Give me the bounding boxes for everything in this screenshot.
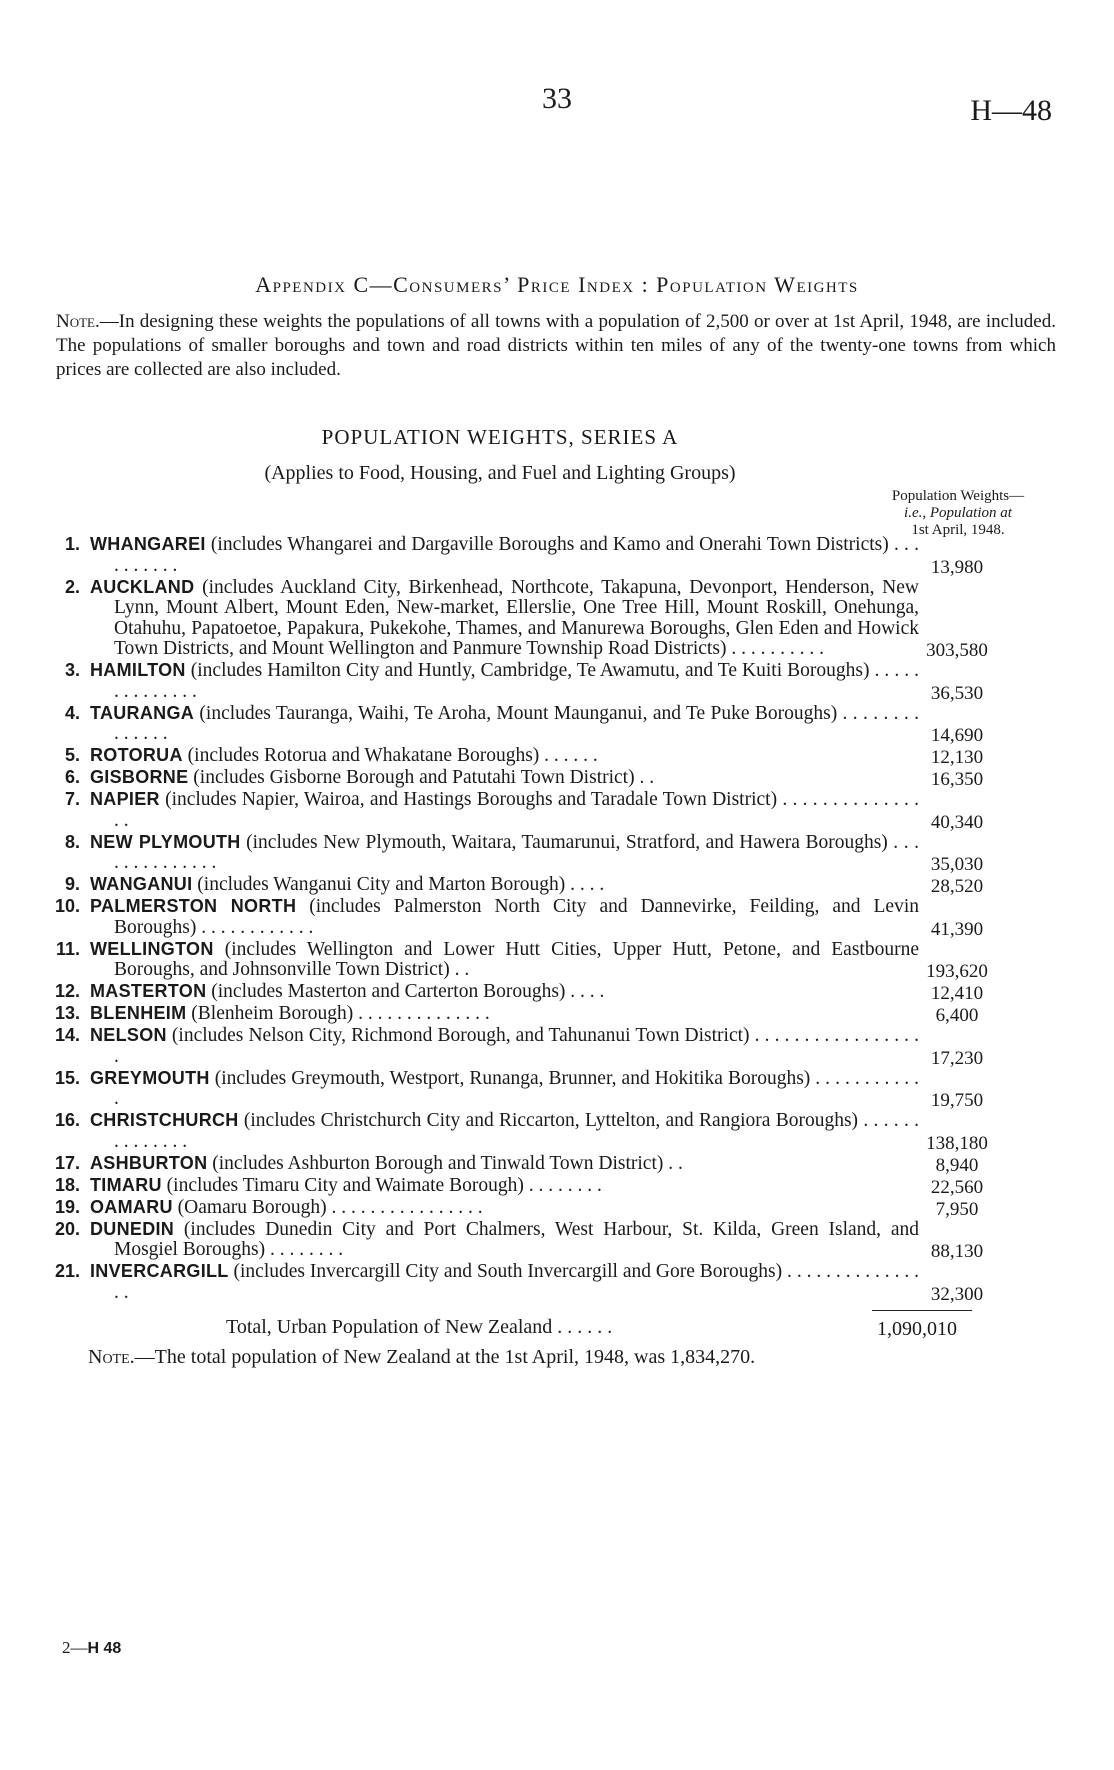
entry-description: [90, 874, 919, 896]
entry-town: ROTORUA: [90, 745, 183, 765]
intro-note: [56, 310, 1056, 382]
note2-text: .—The total population of New Zealand at the 1st April, 1948, was 1,834,270.: [129, 1346, 756, 1368]
document-reference: H—48: [970, 94, 1052, 127]
entry-dots: . . . . . . . . . . . . . .: [353, 1003, 490, 1024]
entry-number: 10.: [54, 896, 80, 916]
entry-description: [90, 832, 919, 874]
entry-town: PALMERSTON NORTH: [90, 896, 297, 916]
entry-row: [40, 1003, 1080, 1025]
entry-value: 32,300: [930, 1283, 984, 1305]
entry-row: [40, 1068, 1080, 1110]
entry-number: 16.: [54, 1110, 80, 1130]
entry-dots: . . . .: [565, 981, 605, 1002]
entry-detail: (includes Greymouth, Westport, Runanga, Brunner, and Hokitika Boroughs): [214, 1067, 811, 1089]
entry-row: [40, 981, 1080, 1003]
entry-detail: (includes Wanganui City and Marton Borough): [197, 874, 566, 895]
entry-description: [90, 660, 919, 702]
entry-detail: (includes Christchurch City and Riccarton, Lyttelton, and Rangiora Boroughs): [243, 1110, 859, 1131]
entry-number: 19.: [54, 1196, 80, 1217]
entry-value: 16,350: [930, 769, 984, 790]
entry-detail: (includes Auckland City, Birkenhead, Northcote, Takapuna, Devonport, Henderson, New Lynn, Mount Albert, Mount Eden, New-market, Ellerslie, One Tree Hill, Mount Roskill, Onehunga, Otahuhu, Papatoetoe, Papakura, Pukekohe, Thames, and Manurewa Boroughs, Glen Eden and Howick Town Districts, and Mount Wellington and Panmure Township Road Districts): [114, 576, 920, 659]
entry-value: 36,530: [930, 682, 984, 704]
entry-town: GISBORNE: [90, 767, 189, 787]
entry-row: [40, 874, 1080, 896]
entry-dots: . . . . . . . . . .: [114, 534, 920, 576]
total-dots: . . . . . .: [552, 1316, 613, 1338]
entry-row: [40, 1110, 1080, 1152]
entry-description: [90, 1068, 919, 1110]
entry-description: [90, 1025, 919, 1067]
entry-description: [90, 534, 919, 576]
entry-detail: (includes Whangarei and Dargaville Boroughs and Kamo and Onerahi Town Districts): [210, 534, 889, 555]
entry-detail: (includes Timaru City and Waimate Borough): [166, 1174, 524, 1196]
total-rule: [872, 1310, 972, 1311]
entry-dots: . . . . . . . . . .: [726, 638, 824, 659]
entry-town: OAMARU: [90, 1196, 173, 1217]
entry-detail: (includes Rotorua and Whakatane Boroughs): [187, 745, 540, 766]
entry-detail: (includes Gisborne Borough and Patutahi Town District): [193, 767, 635, 788]
entry-value: 41,390: [930, 918, 984, 940]
entry-dots: . .: [449, 959, 470, 980]
note-text: .—In designing these weights the populations of all towns with a population of 2,500 or over at 1st April, 1948, are included. The populations of smaller boroughs and town and road districts within ten miles of any of the twenty-one towns from which prices are collected are also included.: [56, 311, 1056, 380]
entry-number: 21.: [54, 1261, 80, 1281]
entry-dots: . . . . . . . . . . . . . . . .: [114, 789, 920, 831]
entry-description: [90, 577, 919, 660]
entry-town: NAPIER: [90, 789, 160, 809]
entry-town: HAMILTON: [90, 660, 186, 680]
entry-description: [90, 1153, 919, 1175]
entry-value: 8,940: [935, 1154, 979, 1176]
entry-town: TAURANGA: [90, 702, 195, 723]
entry-row: [40, 1197, 1080, 1219]
entry-dots: . . . . . .: [539, 745, 598, 766]
entry-dots: . .: [634, 767, 655, 788]
entry-detail: (Oamaru Borough): [177, 1196, 327, 1218]
entry-description: [90, 789, 919, 831]
entry-value: 22,560: [930, 1176, 984, 1198]
entry-row: [40, 1261, 1080, 1303]
entry-number: 1.: [64, 534, 80, 554]
entry-town: WELLINGTON: [90, 938, 214, 959]
column-header: [868, 488, 1048, 539]
total-label-text: Total, Urban Population of New Zealand: [226, 1316, 553, 1338]
entry-row: [40, 896, 1080, 938]
entry-dots: . . . . . . . . . . . .: [114, 1067, 920, 1109]
entry-row: [40, 577, 1080, 660]
entry-town: AUCKLAND: [90, 576, 195, 597]
entry-value: 35,030: [930, 854, 984, 875]
entry-number: 20.: [54, 1218, 80, 1239]
entry-number: 9.: [64, 874, 80, 894]
entry-description: [90, 896, 919, 938]
entry-detail: (includes Hamilton City and Huntly, Cambridge, Te Awamutu, and Te Kuiti Boroughs): [190, 660, 870, 681]
footer-prefix: 2—: [62, 1638, 88, 1657]
entry-detail: (includes Tauranga, Waihi, Te Aroha, Mount Maunganui, and Te Puke Boroughs): [199, 702, 838, 724]
entry-dots: . . . . . . . . . . . . . .: [114, 1110, 920, 1152]
entry-value: 303,580: [926, 640, 988, 661]
entry-number: 12.: [54, 981, 80, 1001]
page-footer: [62, 1638, 121, 1658]
entry-town: TIMARU: [90, 1174, 162, 1195]
entry-town: WHANGAREI: [90, 534, 206, 554]
entry-detail: (includes Ashburton Borough and Tinwald Town District): [212, 1152, 664, 1174]
entry-value: 7,950: [935, 1198, 979, 1220]
entry-value: 6,400: [935, 1005, 979, 1026]
entry-number: 14.: [54, 1025, 80, 1045]
page-number: 33: [542, 82, 572, 115]
entry-dots: . . . . . . . . . . . . . . . .: [114, 1261, 920, 1303]
footer-ref: H 48: [87, 1640, 122, 1657]
entry-detail: (includes Wellington and Lower Hutt Cities, Upper Hutt, Petone, and Eastbourne Boroughs, and Johnsonville Town District): [114, 938, 919, 980]
entry-number: 4.: [64, 702, 80, 723]
entry-number: 5.: [64, 745, 80, 765]
entry-detail: (includes Napier, Wairoa, and Hastings Boroughs and Taradale Town District): [165, 789, 778, 810]
entry-detail: (includes Palmerston North City and Dannevirke, Feilding, and Levin Boroughs): [114, 896, 919, 938]
entry-row: [40, 789, 1080, 831]
entry-number: 15.: [54, 1067, 80, 1088]
entry-value: 17,230: [930, 1047, 984, 1069]
entry-value: 14,690: [930, 725, 984, 746]
entry-value: 12,130: [930, 747, 984, 768]
entry-value: 28,520: [930, 876, 984, 897]
entry-town: MASTERTON: [90, 981, 207, 1001]
entry-number: 18.: [54, 1174, 80, 1195]
series-subtitle: (Applies to Food, Housing, and Fuel and Lighting Groups): [264, 462, 736, 484]
entry-dots: . .: [663, 1152, 683, 1174]
entry-dots: . . . . . . . . . . . . . . . .: [326, 1196, 483, 1218]
entry-description: [90, 703, 919, 745]
entry-value: 138,180: [926, 1132, 988, 1154]
entry-value: 40,340: [930, 811, 984, 833]
entry-description: [90, 1197, 919, 1219]
entry-row: [40, 1025, 1080, 1067]
entry-value: 193,620: [926, 961, 988, 982]
entry-row: [40, 1153, 1080, 1175]
entry-number: 3.: [64, 660, 80, 680]
total-population-note: [88, 1346, 755, 1369]
entry-detail: (Blenheim Borough): [191, 1003, 354, 1024]
entry-description: [90, 1175, 919, 1197]
entry-town: ASHBURTON: [90, 1152, 208, 1173]
entry-town: INVERCARGILL: [90, 1261, 229, 1281]
entry-description: [90, 1219, 919, 1261]
entry-dots: . . . .: [565, 874, 605, 895]
entry-number: 7.: [64, 789, 80, 809]
total-value: 1,090,010: [877, 1318, 957, 1340]
entry-description: [90, 1003, 919, 1025]
entry-detail: (includes Invercargill City and South Invercargill and Gore Boroughs): [233, 1261, 783, 1282]
entry-town: CHRISTCHURCH: [90, 1110, 239, 1130]
column-header-line: i.e., Population at: [904, 505, 1012, 521]
entry-town: DUNEDIN: [90, 1218, 175, 1239]
entry-detail: (includes New Plymouth, Waitara, Taumarunui, Stratford, and Hawera Boroughs): [246, 831, 888, 853]
entry-value: 12,410: [930, 983, 984, 1004]
entry-row: [40, 534, 1080, 576]
entry-row: [40, 939, 1080, 981]
entry-dots: . . . . . . . . . . . . . .: [114, 831, 919, 873]
entry-description: [90, 767, 919, 789]
entry-detail: (includes Nelson City, Richmond Borough, and Tahunanui Town District): [171, 1025, 750, 1046]
entry-dots: . . . . . . . .: [523, 1174, 602, 1196]
entry-town: GREYMOUTH: [90, 1067, 210, 1088]
column-header-line: 1st April, 1948.: [911, 522, 1005, 538]
entry-row: [40, 1219, 1080, 1261]
entry-dots: . . . . . . . . . . . . . . . . . .: [114, 1025, 920, 1067]
entry-town: WANGANUI: [90, 874, 193, 894]
note2-label: Note: [88, 1346, 130, 1368]
column-header-line: Population Weights—: [891, 488, 1025, 504]
entry-description: [90, 745, 919, 767]
entry-row: [40, 703, 1080, 745]
entry-description: [90, 1261, 919, 1303]
series-title: POPULATION WEIGHTS, SERIES A: [321, 425, 679, 449]
entry-dots: . . . . . . . . . . . . . .: [114, 702, 919, 744]
entry-description: [90, 939, 919, 981]
entry-row: [40, 745, 1080, 767]
entry-dots: . . . . . . . . . . . . . .: [114, 660, 920, 702]
entry-value: 88,130: [930, 1241, 984, 1262]
entry-dots: . . . . . . . . . . . .: [196, 916, 314, 938]
entry-number: 17.: [54, 1152, 80, 1173]
entry-row: [40, 767, 1080, 789]
entry-row: [40, 660, 1080, 702]
entry-town: BLENHEIM: [90, 1003, 187, 1023]
entry-value: 13,980: [930, 556, 984, 578]
entry-detail: (includes Dunedin City and Port Chalmers, West Harbour, St. Kilda, Green Island, and Mosgiel Boroughs): [114, 1218, 920, 1260]
entry-number: 6.: [64, 767, 80, 787]
entry-town: NEW PLYMOUTH: [90, 831, 241, 852]
entry-number: 11.: [55, 938, 80, 959]
entry-description: [90, 1110, 919, 1152]
entry-number: 13.: [54, 1003, 80, 1023]
note-label: Note: [56, 311, 95, 332]
entry-number: 2.: [64, 576, 80, 597]
entry-row: [40, 832, 1080, 874]
population-weights-list: [40, 534, 1080, 1304]
entry-dots: . . . . . . . .: [265, 1239, 344, 1260]
entry-detail: (includes Masterton and Carterton Boroughs): [211, 981, 566, 1002]
entry-number: 8.: [64, 831, 80, 852]
appendix-title: Appendix C—Consumers’ Price Index : Population Weights: [255, 272, 859, 297]
entry-row: [40, 1175, 1080, 1197]
entry-town: NELSON: [90, 1025, 167, 1045]
entry-value: 19,750: [930, 1090, 984, 1111]
total-label: [226, 1316, 612, 1339]
entry-description: [90, 981, 919, 1003]
